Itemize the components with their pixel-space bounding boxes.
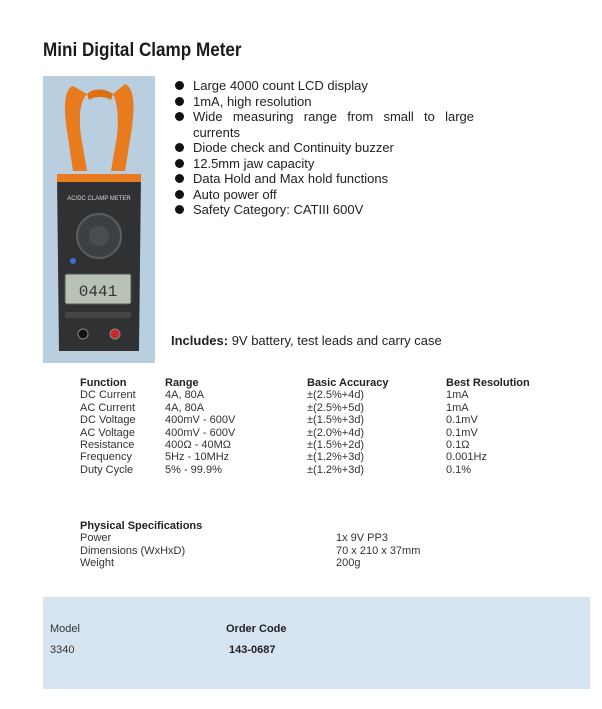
feature-item: Auto power off [174, 187, 474, 203]
cell-resolution: 1mA [446, 389, 469, 402]
table-row [80, 557, 361, 570]
physical-heading: Physical Specifications [80, 520, 203, 532]
cell-range: 400Ω - 40MΩ [165, 438, 231, 451]
table-row [80, 532, 388, 545]
cell-function: Frequency [80, 451, 132, 464]
spec-name: Power [80, 532, 112, 545]
feature-item: Wide measuring range from small to large currents [174, 109, 474, 140]
order-code-label: Order Code [226, 623, 287, 635]
cell-function: DC Current [80, 389, 136, 402]
spec-name: Weight [80, 557, 115, 570]
cell-accuracy: ±(2.0%+4d) [307, 426, 365, 439]
device-label: AC/DC CLAMP METER [67, 196, 131, 202]
feature-item: Safety Category: CATIII 600V [174, 202, 474, 218]
table-row [80, 544, 421, 557]
clamp-meter-image [43, 76, 155, 363]
spec-value: 70 x 210 x 37mm [336, 544, 421, 557]
cell-resolution: 1mA [446, 401, 469, 414]
cell-accuracy: ±(1.2%+3d) [307, 463, 365, 476]
cell-range: 4A, 80A [165, 401, 205, 414]
cell-accuracy: ±(1.2%+3d) [307, 451, 365, 464]
cell-resolution: 0.1mV [446, 414, 478, 427]
header-accuracy: Basic Accuracy [307, 377, 389, 389]
cell-function: AC Current [80, 401, 136, 414]
cell-resolution: 0.1mV [446, 426, 478, 439]
cell-function: Duty Cycle [80, 463, 134, 476]
order-code-value: 143-0687 [229, 644, 276, 656]
header-function: Function [80, 377, 127, 389]
cell-function: AC Voltage [80, 426, 136, 439]
cell-range: 5% - 99.9% [165, 463, 222, 476]
cell-range: 400mV - 600V [165, 414, 236, 427]
cell-range: 400mV - 600V [165, 426, 236, 439]
header-resolution: Best Resolution [446, 377, 530, 389]
spec-name: Dimensions (WxHxD) [80, 544, 186, 557]
product-photo [43, 76, 155, 363]
cell-range: 4A, 80A [165, 389, 205, 402]
spec-value: 200g [336, 557, 361, 570]
lcd-reading: 0441 [78, 283, 118, 301]
feature-item: Diode check and Continuity buzzer [174, 140, 474, 156]
feature-item: Data Hold and Max hold functions [174, 171, 474, 187]
cell-function: Resistance [80, 438, 135, 451]
physical-specs [80, 520, 421, 570]
cell-resolution: 0.1Ω [446, 438, 470, 451]
cell-accuracy: ±(2.5%+5d) [307, 401, 365, 414]
cell-accuracy: ±(1.5%+2d) [307, 438, 365, 451]
includes-label: Includes: [171, 333, 229, 348]
feature-item: Large 4000 count LCD display [174, 78, 474, 94]
feature-item: 12.5mm jaw capacity [174, 156, 474, 172]
cell-accuracy: ±(2.5%+4d) [307, 389, 365, 402]
model-value: 3340 [50, 644, 75, 656]
order-panel [43, 597, 590, 689]
header-range: Range [165, 377, 199, 389]
feature-list [174, 78, 474, 218]
product-title: Mini Digital Clamp Meter [43, 40, 242, 61]
feature-item: 1mA, high resolution [174, 94, 474, 110]
cell-function: DC Voltage [80, 414, 136, 427]
cell-accuracy: ±(1.5%+3d) [307, 414, 365, 427]
cell-resolution: 0.1% [446, 463, 472, 476]
cell-resolution: 0.001Hz [446, 451, 487, 464]
includes-text: 9V battery, test leads and carry case [228, 333, 442, 348]
cell-range: 5Hz - 10MHz [165, 451, 230, 464]
model-label: Model [50, 623, 80, 635]
includes-line [171, 333, 442, 348]
spec-value: 1x 9V PP3 [336, 532, 388, 545]
